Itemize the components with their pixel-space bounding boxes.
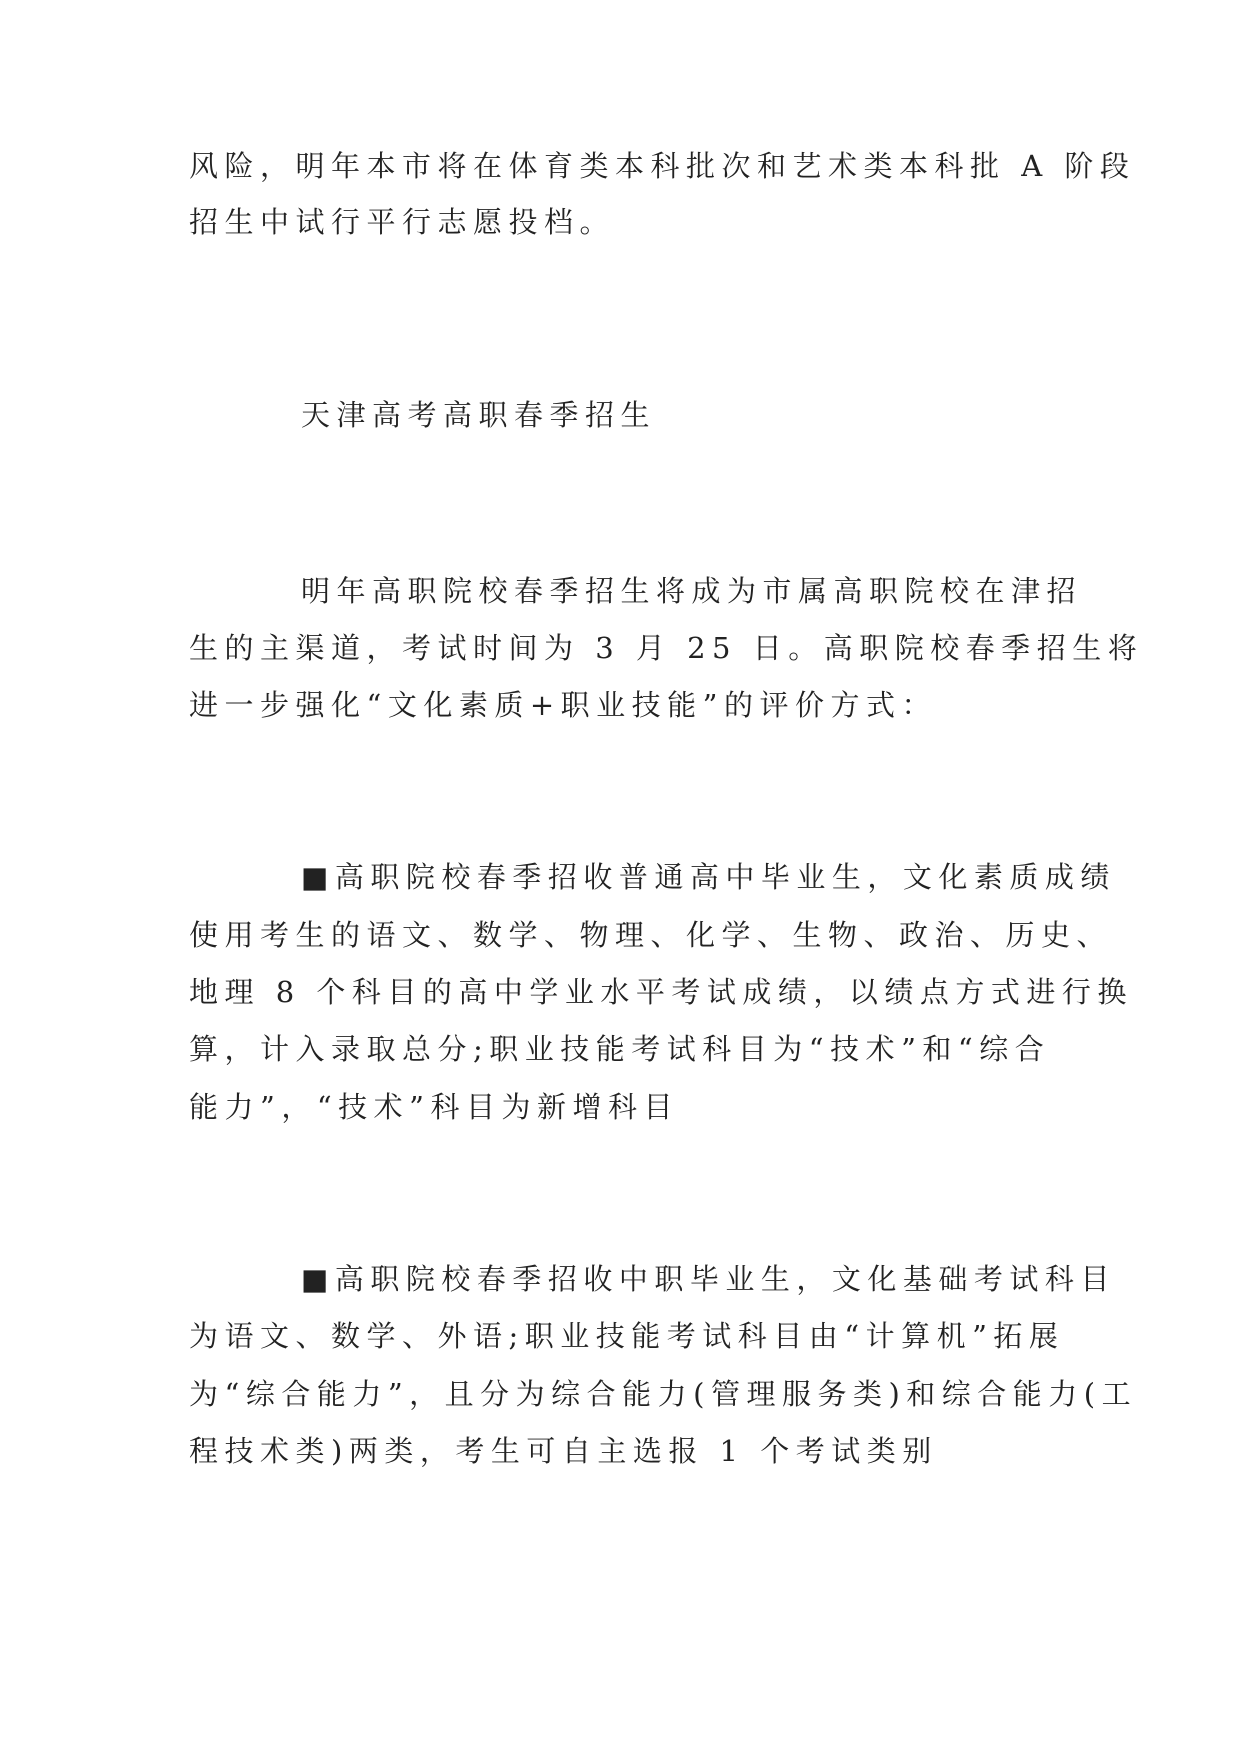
paragraph-line: 进一步强化“文化素质+职业技能”的评价方式：	[189, 688, 937, 722]
paragraph-line: 生的主渠道，考试时间为 3 月 25 日。高职院校春季招生将	[189, 631, 1144, 665]
paragraph-line: 使用考生的语文、数学、物理、化学、生物、政治、历史、	[189, 918, 1113, 952]
bullet-paragraph-line: ■高职院校春季招收中职毕业生，文化基础考试科目	[301, 1262, 1116, 1296]
bullet-paragraph-line: ■高职院校春季招收普通高中毕业生，文化素质成绩	[301, 860, 1116, 894]
paragraph-line: 为语文、数学、外语;职业技能考试科目由“计算机”拓展	[189, 1319, 1065, 1353]
paragraph-line: 地理 8 个科目的高中学业水平考试成绩，以绩点方式进行换	[189, 975, 1133, 1009]
paragraph-line: 程技术类)两类，考生可自主选报 1 个考试类别	[189, 1434, 938, 1468]
paragraph-line: 风险，明年本市将在体育类本科批次和艺术类本科批 A 阶段	[189, 149, 1136, 183]
paragraph-line: 明年高职院校春季招生将成为市属高职院校在津招	[301, 574, 1083, 608]
section-heading: 天津高考高职春季招生	[301, 398, 657, 432]
paragraph-line: 算，计入录取总分;职业技能考试科目为“技术”和“综合	[189, 1032, 1051, 1066]
paragraph-line: 招生中试行平行志愿投档。	[189, 205, 616, 239]
paragraph-line: 能力”，“技术”科目为新增科目	[189, 1090, 679, 1124]
paragraph-line: 为“综合能力”，且分为综合能力(管理服务类)和综合能力(工	[189, 1377, 1138, 1411]
